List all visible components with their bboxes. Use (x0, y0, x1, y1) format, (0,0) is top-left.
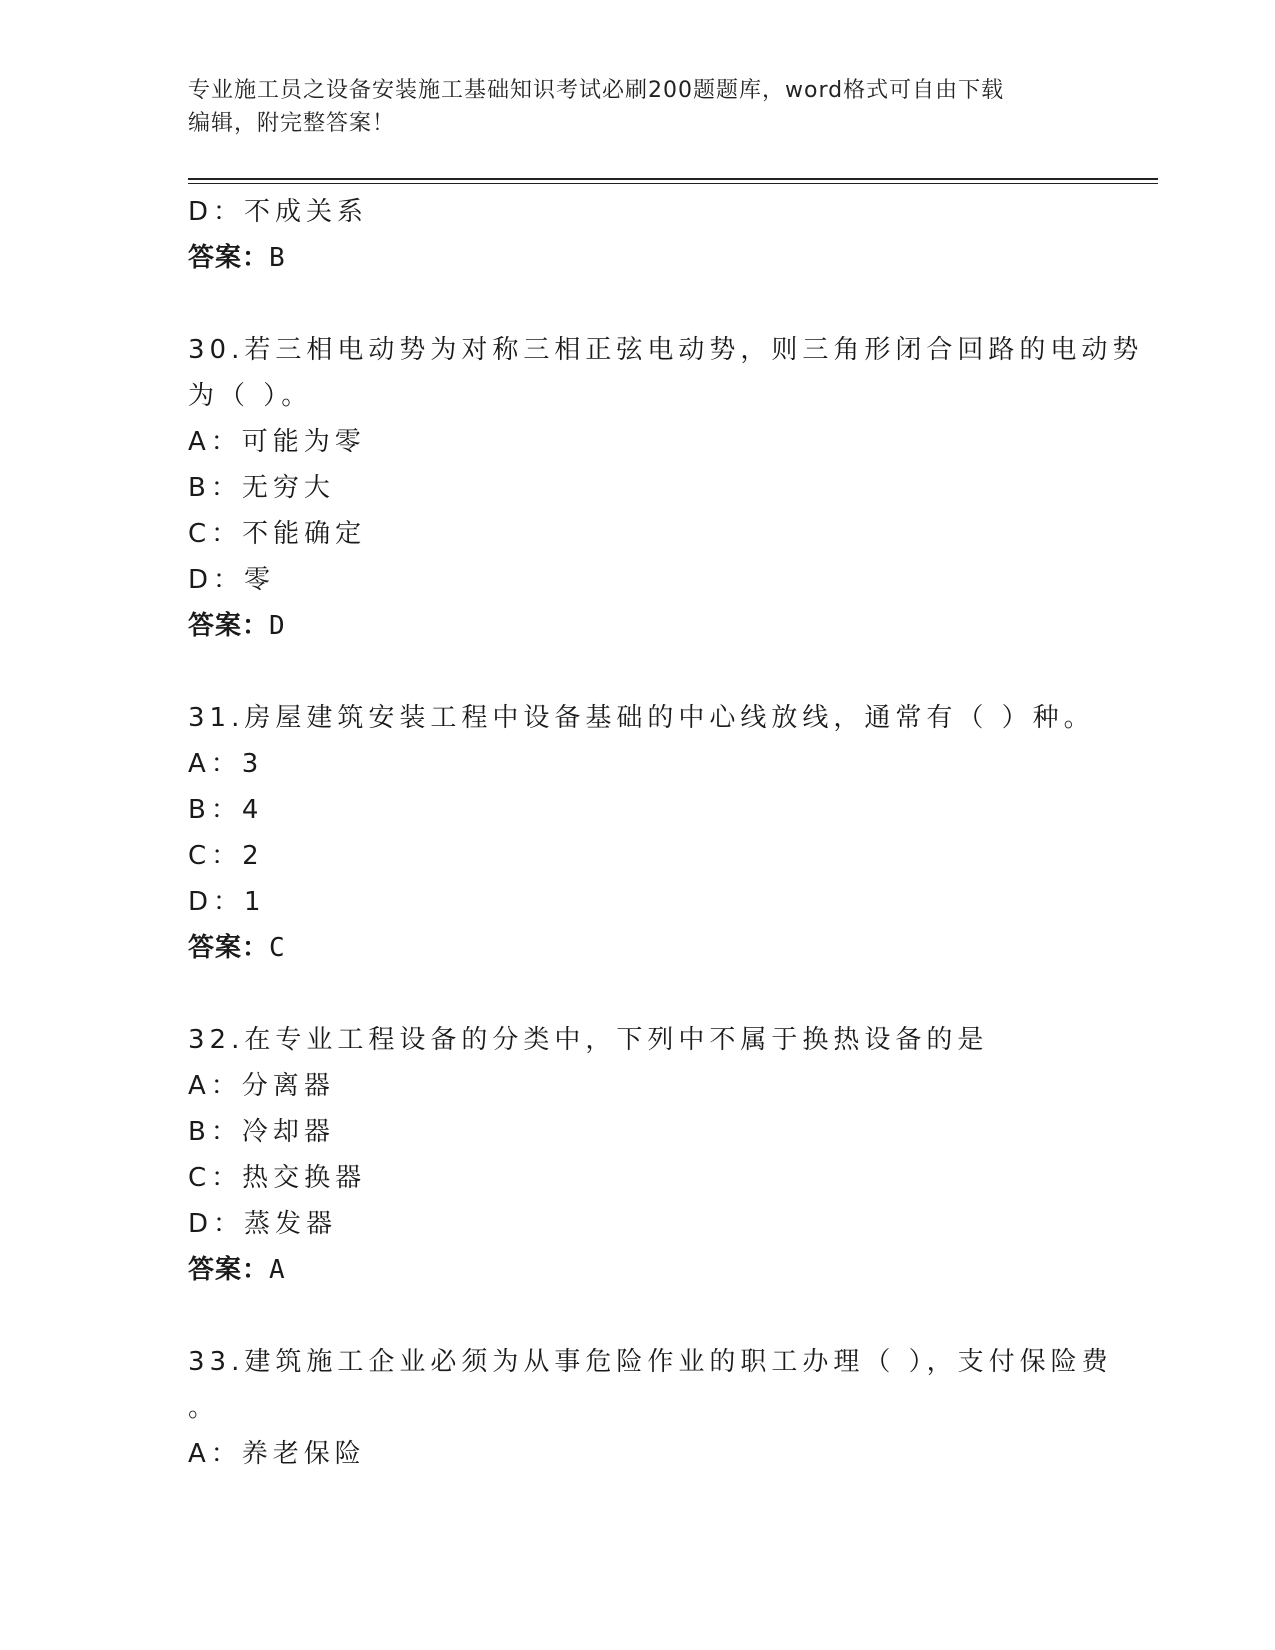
question-32 (188, 1017, 1088, 1293)
question-stem-line-1: 31.房屋建筑安装工程中设备基础的中心线放线，通常有（ ）种。 (188, 703, 1095, 733)
document-body (188, 189, 1144, 1477)
option-c: C：热交换器 (188, 1163, 367, 1193)
spacer (188, 649, 1088, 695)
spacer (188, 971, 1088, 1017)
header-title-line-1: 专业施工员之设备安装施工基础知识考试必刷200题题库，word格式可自由下载 (188, 78, 1005, 103)
answer-label: 答案： (188, 933, 270, 963)
option-a: A：分离器 (188, 1071, 335, 1101)
answer-value: B (269, 243, 286, 273)
answer-label: 答案： (188, 1255, 270, 1285)
answer-label: 答案： (188, 611, 270, 641)
spacer (188, 1293, 1088, 1339)
question-33 (188, 1339, 1113, 1477)
header-title-line-2: 编辑，附完整答案！ (188, 111, 396, 136)
question-stem-line-2: 为（ ）。 (188, 381, 313, 411)
option-d: D：蒸发器 (188, 1209, 338, 1239)
spacer (188, 281, 1088, 327)
question-stem-line-1: 30.若三相电动势为对称三相正弦电动势，则三角形闭合回路的电动势 (188, 335, 1144, 365)
option-d: D：零 (188, 565, 276, 595)
option-d: D：1 (188, 887, 266, 917)
answer-line (188, 235, 1088, 281)
option-d: D：不成关系 (188, 197, 369, 227)
question-stem-line-1: 32.在专业工程设备的分类中，下列中不属于换热设备的是 (188, 1025, 989, 1055)
option-c: C：2 (188, 841, 264, 871)
option-a: A：养老保险 (188, 1439, 366, 1469)
header-divider-thin (188, 183, 1158, 184)
question-31 (188, 695, 1095, 971)
header-divider-thick (188, 178, 1158, 180)
option-b: B：无穷大 (188, 473, 335, 503)
question-stem-line-2: 。 (188, 1393, 220, 1423)
question-30 (188, 327, 1144, 649)
option-b: B：冷却器 (188, 1117, 335, 1147)
option-a: A：3 (188, 749, 264, 779)
answer-label: 答案： (188, 243, 270, 273)
option-a: A：可能为零 (188, 427, 366, 457)
answer-line (188, 1247, 1088, 1293)
document-header (188, 74, 1088, 140)
option-c: C：不能确定 (188, 519, 367, 549)
question-stem-line-1: 33.建筑施工企业必须为从事危险作业的职工办理（ ），支付保险费 (188, 1347, 1113, 1377)
option-b: B：4 (188, 795, 264, 825)
answer-line (188, 603, 1088, 649)
answer-value: D (269, 611, 286, 641)
answer-value: C (269, 933, 286, 963)
question-fragment (188, 189, 1088, 281)
answer-line (188, 925, 1088, 971)
answer-value: A (269, 1255, 286, 1285)
